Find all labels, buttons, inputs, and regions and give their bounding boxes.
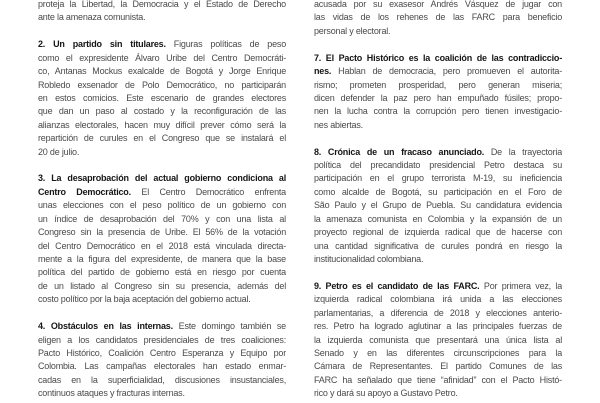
text-line [314, 92, 562, 105]
text-line [38, 52, 286, 65]
article-column-right [314, 0, 562, 401]
body-text: que dan un paso al costado y la reconfiguración de las [38, 106, 286, 117]
body-text: unas elecciones con el peso político de un gobierno con [38, 200, 286, 211]
body-text: Cámara de Representantes. El partido Comunes de las [314, 361, 562, 372]
body-text: participación en el grupo terrorista M-19, su ineficiencia [314, 173, 562, 184]
body-text: Robledo exsenador de Polo Democrático, no participarán [38, 79, 286, 90]
text-line [314, 307, 562, 320]
section-heading-text: 3. La desaprobación del actual gobierno condiciona al [38, 173, 286, 184]
text-line [314, 253, 562, 266]
section-heading-text: Centro Democrático. [38, 186, 131, 197]
section-heading-text: 2. Un partido sin titulares. [38, 39, 166, 50]
body-text: como alcalde de Bogotá, su participación en el Foro de [314, 186, 562, 197]
body-text: un índice de desaprobación del 70% y con una lista al [38, 213, 286, 224]
body-text: 20 de julio. [38, 146, 80, 157]
text-line [38, 387, 286, 400]
body-text: parlamentarias, a diferencia de 2018 y elecciones anterio- [314, 307, 562, 318]
body-text: proyecto regional de izquierda radical que de hacerse con [314, 227, 562, 238]
body-text: dicen defender la paz pero han empuñado fúsiles; propo- [314, 92, 562, 103]
text-line [38, 132, 286, 145]
text-line [38, 172, 286, 185]
text-line [38, 240, 286, 253]
article-section [38, 172, 286, 306]
text-line [38, 38, 286, 51]
text-line [314, 146, 562, 159]
text-line [314, 52, 562, 65]
body-text: la amenaza comunista en Colombia y la expansión de un [314, 213, 562, 224]
body-text: eligen a los candidatos presidenciales de tres coaliciones: [38, 334, 286, 345]
text-line [314, 334, 562, 347]
body-text: institucionalidad colombiana. [314, 254, 424, 265]
text-line [38, 79, 286, 92]
text-line [38, 253, 286, 266]
body-text: Por primera vez, la [479, 280, 562, 291]
article-section [314, 280, 562, 401]
section-heading-text: 8. Crónica de un fracaso anunciado. [314, 146, 485, 157]
text-line [314, 293, 562, 306]
text-line [314, 374, 562, 387]
body-text: la izquierda comunista que presentará una única lista al [314, 334, 562, 345]
body-text: mente a la figura del expresidente, de manera que la base [38, 254, 286, 265]
article-section [314, 0, 562, 38]
text-line [314, 186, 562, 199]
body-text: FARC ha señalado que tiene “afinidad” con el Pacto Histó- [314, 374, 562, 385]
text-line [38, 65, 286, 78]
body-text: Hablan de democracia, pero promueven el autorita- [331, 66, 562, 77]
text-line [314, 387, 562, 400]
body-text: Senado y en las diferentes circunscripciones para la [314, 347, 562, 358]
article-section [38, 38, 286, 159]
text-line [38, 199, 286, 212]
body-text: izquierda radical colombiana irá unida a las elecciones [314, 294, 562, 305]
text-line [38, 119, 286, 132]
text-line [314, 0, 562, 11]
body-text: del Centro Democrático en el 2018 está vinculada directa- [38, 240, 286, 251]
body-text: ante la amenaza comunista. [38, 12, 146, 23]
text-line [38, 347, 286, 360]
text-line [314, 213, 562, 226]
body-text: acusada por su exasesor Andrés Vásquez de jugar con [314, 0, 562, 9]
body-text: De la trayectoria [484, 146, 562, 157]
text-line [38, 360, 286, 373]
text-line [38, 374, 286, 387]
body-text: continuos ataques y fracturas internas. [38, 388, 185, 399]
text-line [314, 79, 562, 92]
text-line [38, 280, 286, 293]
body-text: cadas en la superficialidad, discusiones insustanciales, [38, 374, 286, 385]
text-line [314, 172, 562, 185]
body-text: alianzas electorales, hacen muy difícil prever cómo será la [38, 119, 286, 130]
text-line [314, 347, 562, 360]
article-section [38, 320, 286, 401]
text-line [38, 320, 286, 333]
text-line [314, 25, 562, 38]
body-text: nen la lucha contra la corrupción pero tienen investigacio- [314, 106, 562, 117]
body-text: una cantidad significativa de curules pondrá en riesgo la [314, 240, 562, 251]
body-text: personal y electoral. [314, 25, 391, 36]
body-text: Colombia. Las campañas electorales han estado enmar- [38, 361, 286, 372]
section-heading-text: nes. [314, 66, 332, 77]
text-line [314, 119, 562, 132]
text-line [38, 11, 286, 24]
article-section [314, 146, 562, 267]
body-text: política del partido de gobierno está en riesgo por cuenta [38, 267, 286, 278]
body-text: rismo; prometen prosperidad, pero generan miseria; [314, 79, 562, 90]
body-text: como el expresidente Álvaro Uribe del Centro Democráti- [38, 52, 286, 63]
text-line [314, 11, 562, 24]
body-text: Congreso sin la presencia de Uribe. El 56% de la votación [38, 227, 286, 238]
article-section [314, 52, 562, 133]
body-text: en estos comicios. Este escenario de grandes electores [38, 92, 286, 103]
text-line [314, 280, 562, 293]
body-text: costo político por la baja aceptación del gobierno actual. [38, 294, 251, 305]
body-text: repartición de curules en el Congreso que se instalará el [38, 133, 286, 144]
text-line [38, 186, 286, 199]
text-line [314, 159, 562, 172]
text-line [314, 65, 562, 78]
text-line [38, 293, 286, 306]
body-text: El Centro Democrático enfrenta [130, 186, 286, 197]
body-text: nes abiertas. [314, 119, 363, 130]
body-text: proteja la Libertad, la Democracia y el Estado de Derecho [38, 0, 286, 9]
text-line [314, 240, 562, 253]
body-text: las vidas de los rehenes de las FARC para beneficio [314, 12, 562, 23]
section-heading-text: 4. Obstáculos en las internas. [38, 321, 173, 332]
article-section [38, 0, 286, 25]
body-text: res. Petro ha logrado aglutinar a las principales fuerzas de [314, 321, 562, 332]
body-text: Pacto Histórico, Coalición Centro Esperanza y Equipo por [38, 347, 286, 358]
text-line [314, 226, 562, 239]
text-line [38, 0, 286, 11]
body-text: rico y dará su apoyo a Gustavo Petro. [314, 388, 458, 399]
text-line [314, 360, 562, 373]
text-line [38, 266, 286, 279]
text-line [38, 226, 286, 239]
body-text: política del precandidato presidencial Petro destaca su [314, 160, 562, 171]
text-line [38, 92, 286, 105]
text-line [314, 199, 562, 212]
text-line [38, 213, 286, 226]
text-line [38, 334, 286, 347]
section-heading-text: 7. El Pacto Histórico es la coalición de las contradiccio- [314, 52, 562, 63]
text-line [314, 320, 562, 333]
body-text: Figuras políticas de peso [165, 39, 286, 50]
text-line [38, 146, 286, 159]
body-text: co, Antanas Mockus exalcalde de Bogotá y Jorge Enrique [38, 66, 286, 77]
text-line [38, 105, 286, 118]
article-column-left [38, 0, 286, 401]
section-heading-text: 9. Petro es el candidato de las FARC. [314, 280, 480, 291]
body-text: São Paulo y el Grupo de Puebla. Su candidatura evidencia [314, 200, 562, 211]
body-text: de un listado al Congreso sin su presencia, además del [38, 280, 286, 291]
text-line [314, 105, 562, 118]
body-text: Este domingo también se [172, 321, 286, 332]
